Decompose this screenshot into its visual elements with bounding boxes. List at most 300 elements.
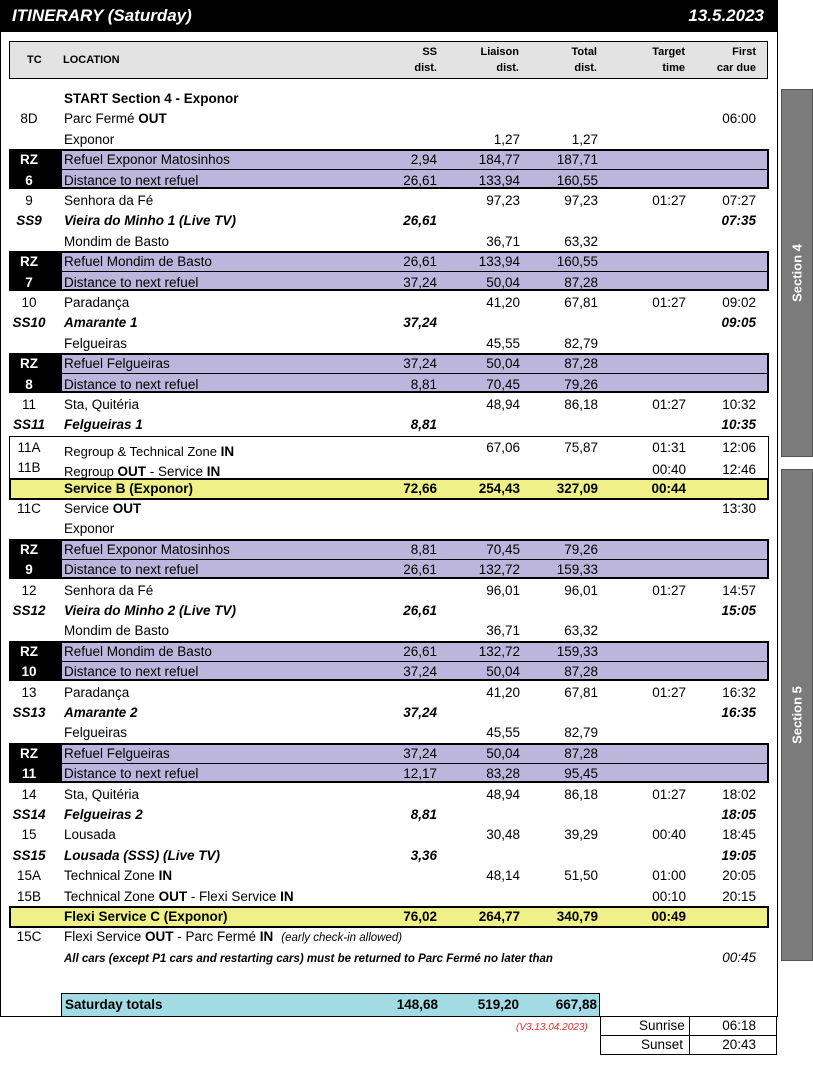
row-tc: RZ	[20, 254, 38, 270]
row-tc: 8	[25, 376, 33, 392]
target-time: 01:00	[652, 868, 686, 884]
location-text-continued: - Service	[145, 464, 207, 480]
row-location	[64, 664, 198, 680]
total-distance: 327,09	[556, 480, 598, 496]
liaison-distance: 50,04	[486, 356, 520, 372]
location-text: Senhora da Fé	[64, 193, 154, 208]
liaison-distance: 50,04	[486, 745, 520, 761]
total-distance: 340,79	[556, 909, 598, 924]
liaison-distance: 83,28	[486, 766, 520, 782]
header-target-1: Target	[652, 46, 685, 58]
ss-distance: 3,36	[410, 847, 437, 863]
location-text: Refuel Felgueiras	[64, 356, 170, 372]
header-total-1: Total	[571, 46, 597, 58]
itinerary-row	[0, 703, 778, 723]
row-location	[64, 481, 193, 497]
first-car-due: 16:35	[721, 705, 756, 720]
location-keyword: OUT	[158, 888, 188, 904]
section-4-tab	[781, 89, 813, 457]
row-location	[64, 397, 139, 413]
itinerary-row	[0, 130, 778, 150]
row-location	[64, 315, 138, 331]
row-location	[64, 766, 198, 782]
location-text: Mondim de Basto	[64, 623, 170, 639]
first-car-due: 07:27	[722, 193, 756, 208]
row-tc: SS11	[12, 417, 46, 433]
itinerary-row	[0, 927, 778, 947]
saturday-totals-row	[61, 993, 600, 1017]
total-distance: 86,18	[564, 786, 598, 802]
sunset-row	[600, 1035, 777, 1055]
location-text-continued: - Parc Fermé	[173, 929, 260, 945]
sunrise-time: 06:18	[722, 1018, 756, 1033]
liaison-distance: 41,20	[486, 684, 520, 700]
first-car-due: 14:57	[722, 582, 756, 598]
itinerary-row	[0, 273, 778, 293]
location-text: Felgueiras 1	[64, 417, 143, 433]
itinerary-row	[0, 621, 778, 641]
location-text: Distance to next refuel	[64, 376, 199, 392]
row-location	[64, 377, 198, 393]
row-location	[64, 336, 127, 352]
totals-label: Saturday totals	[65, 997, 163, 1012]
row-location	[64, 889, 294, 905]
row-location	[64, 254, 212, 270]
row-tc: 9	[25, 193, 33, 208]
row-tc: 7	[25, 274, 33, 290]
target-time: 00:49	[651, 909, 686, 924]
row-location	[64, 234, 169, 250]
liaison-distance: 132,72	[478, 562, 520, 578]
itinerary-row	[0, 499, 778, 519]
row-location	[64, 603, 236, 619]
row-tc: 14	[21, 786, 37, 802]
sunrise-label: Sunrise	[639, 1018, 685, 1033]
row-location	[64, 193, 153, 209]
ss-distance: 8,81	[410, 807, 437, 822]
ss-distance: 26,61	[403, 172, 437, 188]
liaison-distance: 36,71	[486, 623, 520, 639]
row-tc: RZ	[20, 152, 38, 168]
target-time: 00:40	[652, 462, 686, 478]
ss-distance: 8,81	[410, 541, 437, 557]
row-location	[64, 827, 116, 843]
first-car-due: 16:32	[722, 684, 756, 700]
target-time: 00:10	[652, 888, 686, 904]
row-tc: 11A	[17, 439, 41, 455]
header-target-2: time	[662, 62, 685, 74]
ss-distance: 37,24	[403, 274, 437, 290]
row-tc: 11C	[17, 501, 41, 516]
first-car-due: 13:30	[722, 501, 756, 516]
row-tc: RZ	[20, 541, 38, 557]
sunrise-row	[600, 1016, 777, 1036]
itinerary-row	[0, 805, 778, 825]
row-tc: 15A	[16, 868, 42, 884]
location-text: Exponor	[64, 131, 115, 147]
target-time: 01:27	[652, 295, 686, 310]
row-location	[64, 295, 129, 311]
row-tc: RZ	[20, 356, 38, 372]
location-text: Sta, Quitéria	[64, 397, 140, 412]
section-5-tab	[781, 469, 813, 961]
itinerary-row	[0, 375, 778, 395]
target-time: 01:27	[652, 582, 686, 598]
row-location	[64, 705, 138, 721]
itinerary-row	[0, 191, 778, 211]
first-car-due: 00:45	[722, 949, 756, 965]
itinerary-title: ITINERARY (Saturday)	[12, 6, 192, 25]
itinerary-row	[0, 560, 778, 580]
location-text: Vieira do Minho 2 (Live TV)	[64, 603, 237, 618]
location-keyword: OUT	[117, 464, 146, 480]
location-text: Regroup	[64, 464, 118, 480]
itinerary-row	[0, 458, 778, 478]
total-distance: 97,23	[564, 193, 598, 208]
sunrise-divider	[689, 1017, 690, 1035]
target-time: 00:40	[652, 827, 686, 843]
itinerary-row	[0, 764, 778, 784]
location-keyword-2: IN	[206, 464, 221, 480]
itinerary-row	[0, 601, 778, 621]
total-distance: 39,29	[564, 827, 598, 843]
total-distance: 1,27	[571, 131, 598, 147]
liaison-distance: 30,48	[486, 827, 520, 843]
liaison-distance: 48,14	[486, 868, 520, 884]
itinerary-row	[0, 109, 778, 129]
total-distance: 87,28	[564, 274, 598, 290]
location-keyword: OUT	[138, 111, 167, 127]
itinerary-row	[0, 662, 778, 682]
row-location	[64, 583, 153, 599]
location-text: Distance to next refuel	[64, 664, 199, 680]
liaison-distance: 133,94	[478, 254, 520, 270]
ss-distance: 37,24	[403, 356, 437, 372]
location-keyword: IN	[158, 868, 173, 884]
total-distance: 67,81	[564, 684, 598, 700]
itinerary-row	[0, 642, 778, 662]
ss-distance: 8,81	[410, 376, 437, 392]
liaison-distance: 48,94	[486, 397, 520, 412]
row-location	[64, 929, 402, 946]
total-distance: 82,79	[564, 335, 598, 351]
total-distance: 63,32	[564, 623, 598, 639]
total-distance: 82,79	[564, 725, 598, 741]
header-ss-dist-1: SS	[422, 46, 437, 58]
row-location	[64, 562, 198, 578]
location-text: Felgueiras 2	[64, 807, 143, 822]
ss-distance: 37,24	[403, 315, 437, 331]
location-note: (early check-in allowed)	[281, 932, 403, 945]
location-text: Senhora da Fé	[64, 582, 154, 598]
row-tc: 15	[21, 827, 37, 843]
total-distance: 51,50	[564, 868, 598, 884]
first-car-due: 18:05	[721, 807, 756, 822]
ss-distance: 26,61	[403, 213, 437, 229]
liaison-distance: 70,45	[486, 541, 520, 557]
row-tc: 13	[21, 684, 37, 700]
total-distance: 96,01	[564, 582, 598, 598]
ss-distance: 26,61	[403, 562, 437, 578]
total-distance: 187,71	[556, 152, 598, 168]
total-distance: 79,26	[564, 541, 598, 557]
target-time: 01:27	[652, 684, 686, 700]
itinerary-row	[0, 334, 778, 354]
location-text: Refuel Mondim de Basto	[64, 254, 212, 270]
ss-distance: 76,02	[403, 909, 437, 924]
itinerary-row	[0, 887, 778, 907]
row-tc: 11	[21, 766, 37, 782]
total-distance: 75,87	[564, 439, 598, 455]
row-tc: 9	[25, 562, 33, 578]
total-distance: 95,45	[564, 766, 598, 782]
ss-distance: 37,24	[403, 664, 437, 680]
row-location	[64, 725, 127, 741]
liaison-distance: 132,72	[478, 643, 520, 659]
liaison-distance: 41,20	[486, 295, 520, 310]
ss-distance: 72,66	[403, 480, 437, 496]
ss-distance: 8,81	[410, 417, 437, 433]
header-ss-dist-2: dist.	[414, 62, 437, 74]
target-time: 01:27	[652, 397, 686, 412]
row-location	[64, 807, 143, 823]
itinerary-row	[0, 438, 778, 458]
location-text: Technical Zone	[64, 868, 159, 884]
target-time: 01:27	[652, 786, 686, 802]
itinerary-row	[0, 683, 778, 703]
location-text: Sta, Quitéria	[64, 786, 140, 802]
liaison-distance: 97,23	[486, 193, 520, 208]
first-car-due: 09:02	[722, 295, 756, 310]
section-4-label: Section 4	[789, 244, 805, 302]
row-tc: SS13	[12, 705, 46, 720]
total-distance: 86,18	[564, 397, 598, 412]
row-location	[64, 868, 172, 884]
location-text: Amarante 1	[64, 315, 138, 331]
total-distance: 87,28	[564, 356, 598, 372]
itinerary-row	[0, 825, 778, 845]
row-tc: 15C	[16, 929, 42, 945]
row-location	[64, 950, 553, 967]
liaison-distance: 1,27	[493, 131, 520, 147]
row-tc: SS10	[12, 315, 46, 331]
total-distance: 159,33	[556, 562, 598, 578]
location-text: Amarante 2	[64, 705, 138, 720]
row-location	[64, 417, 143, 433]
liaison-distance: 67,06	[486, 439, 520, 455]
first-car-due: 20:05	[722, 868, 756, 884]
row-location	[64, 746, 170, 762]
liaison-distance: 70,45	[486, 376, 520, 392]
row-location	[64, 542, 230, 558]
itinerary-row	[0, 171, 778, 191]
header-location: LOCATION	[63, 54, 120, 66]
total-distance: 79,26	[564, 376, 598, 392]
first-car-due: 15:05	[721, 603, 756, 618]
first-car-due: 10:35	[721, 417, 756, 433]
first-car-due: 12:46	[722, 462, 756, 478]
totals-liaison-dist: 519,20	[477, 997, 519, 1012]
itinerary-row	[0, 581, 778, 601]
itinerary-row	[0, 540, 778, 560]
target-time: 00:44	[651, 480, 686, 496]
row-tc: SS15	[12, 847, 46, 863]
total-distance: 63,32	[564, 233, 598, 249]
row-location	[64, 132, 114, 148]
location-text: Distance to next refuel	[64, 766, 199, 782]
itinerary-row	[0, 395, 778, 415]
location-text: Exponor	[64, 521, 115, 537]
row-location	[64, 152, 230, 168]
version-label: (V3.13.04.2023)	[516, 1022, 588, 1033]
location-text: Technical Zone	[64, 888, 159, 904]
row-tc: 6	[25, 172, 33, 188]
location-keyword: OUT	[112, 501, 142, 516]
row-location	[64, 275, 198, 291]
row-location	[64, 213, 236, 229]
row-location	[64, 909, 228, 925]
totals-ss-dist: 148,68	[396, 997, 438, 1012]
location-keyword-2: IN	[259, 929, 274, 945]
total-distance: 160,55	[556, 172, 598, 188]
itinerary-row	[0, 211, 778, 231]
total-distance: 67,81	[564, 295, 598, 310]
itinerary-date: 13.5.2023	[688, 6, 764, 25]
location-text: Refuel Exponor Matosinhos	[64, 152, 230, 168]
first-car-due: 09:05	[721, 315, 756, 331]
location-text: Flexi Service C (Exponor)	[64, 909, 228, 924]
row-tc: RZ	[20, 643, 38, 659]
itinerary-row	[0, 907, 778, 927]
itinerary-row	[0, 948, 778, 968]
itinerary-row	[0, 723, 778, 743]
total-distance: 160,55	[556, 254, 598, 270]
liaison-distance: 133,94	[478, 172, 520, 188]
target-time: 01:27	[652, 193, 686, 208]
row-location	[64, 521, 114, 537]
location-text: Regroup & Technical Zone	[64, 443, 221, 459]
location-text: Refuel Exponor Matosinhos	[64, 541, 230, 557]
row-location	[64, 644, 212, 660]
itinerary-row	[0, 150, 778, 170]
total-distance: 87,28	[564, 664, 598, 680]
location-text: Service B (Exponor)	[64, 480, 194, 496]
ss-distance: 26,61	[403, 603, 437, 618]
total-distance: 159,33	[556, 643, 598, 659]
location-text: Distance to next refuel	[64, 274, 199, 290]
itinerary-row	[0, 785, 778, 805]
title-bar	[0, 0, 778, 32]
location-keyword: OUT	[145, 929, 174, 945]
liaison-distance: 48,94	[486, 786, 520, 802]
location-text: START Section 4 - Exponor	[64, 91, 239, 106]
location-text: Lousada	[64, 827, 116, 843]
first-car-due: 10:32	[722, 397, 756, 412]
liaison-distance: 50,04	[486, 664, 520, 680]
liaison-distance: 45,55	[486, 725, 520, 741]
first-car-due: 20:15	[722, 888, 756, 904]
location-text: Refuel Mondim de Basto	[64, 643, 212, 659]
sunset-divider	[689, 1036, 690, 1054]
first-car-due: 19:05	[721, 847, 756, 863]
header-liaison-1: Liaison	[480, 46, 519, 58]
ss-distance: 37,24	[403, 705, 437, 720]
location-text: All cars (except P1 cars and restarting cars) must be returned to Parc Fermé no later than	[64, 952, 553, 965]
first-car-due: 12:06	[722, 439, 756, 455]
header-tc: TC	[27, 54, 42, 66]
row-location	[64, 685, 129, 701]
sunset-time: 20:43	[722, 1037, 756, 1052]
ss-distance: 37,24	[403, 745, 437, 761]
row-tc: 11B	[17, 460, 41, 476]
itinerary-row	[0, 293, 778, 313]
liaison-distance: 264,77	[478, 909, 520, 924]
itinerary-row	[0, 232, 778, 252]
location-text: Lousada (SSS) (Live TV)	[64, 847, 221, 863]
ss-distance: 26,61	[403, 643, 437, 659]
row-tc: 10	[21, 664, 37, 680]
row-tc: 15B	[16, 888, 42, 904]
location-text: Distance to next refuel	[64, 562, 199, 578]
itinerary-row	[0, 519, 778, 539]
row-location	[64, 501, 141, 517]
itinerary-row	[0, 744, 778, 764]
itinerary-row	[0, 866, 778, 886]
itinerary-row	[0, 252, 778, 272]
row-tc: SS9	[16, 213, 42, 229]
itinerary-row	[0, 846, 778, 866]
row-location	[64, 356, 170, 372]
ss-distance: 2,94	[410, 152, 437, 168]
sunset-label: Sunset	[641, 1037, 684, 1052]
liaison-distance: 45,55	[486, 335, 520, 351]
row-tc: SS12	[12, 603, 46, 618]
first-car-due: 07:35	[721, 213, 756, 229]
location-text: Service	[64, 501, 113, 516]
row-location	[64, 623, 169, 639]
location-text: Vieira do Minho 1 (Live TV)	[64, 213, 237, 229]
total-distance: 87,28	[564, 745, 598, 761]
row-location	[64, 848, 220, 864]
location-text: Flexi Service	[64, 929, 146, 945]
location-text: Distance to next refuel	[64, 172, 199, 188]
table-header	[9, 41, 768, 79]
location-text-continued: - Flexi Service	[187, 888, 281, 904]
ss-distance: 26,61	[403, 254, 437, 270]
totals-total-dist: 667,88	[555, 997, 597, 1012]
row-tc: 11	[21, 397, 36, 412]
row-tc: 12	[21, 582, 37, 598]
liaison-distance: 96,01	[486, 582, 520, 598]
row-location	[64, 91, 239, 107]
row-location	[64, 111, 167, 127]
itinerary-row	[0, 479, 778, 499]
row-tc: RZ	[20, 745, 38, 761]
row-location	[64, 173, 198, 189]
location-text: Felgueiras	[64, 335, 128, 351]
itinerary-row	[0, 415, 778, 435]
location-text: Paradança	[64, 295, 130, 310]
itinerary-row	[0, 89, 778, 109]
row-tc: 8D	[20, 111, 38, 127]
itinerary-row	[0, 354, 778, 374]
header-first-2: car due	[716, 62, 756, 74]
liaison-distance: 254,43	[478, 480, 520, 496]
location-keyword-2: IN	[280, 888, 294, 904]
itinerary-row	[0, 313, 778, 333]
liaison-distance: 184,77	[478, 152, 520, 168]
first-car-due: 18:02	[722, 786, 756, 802]
